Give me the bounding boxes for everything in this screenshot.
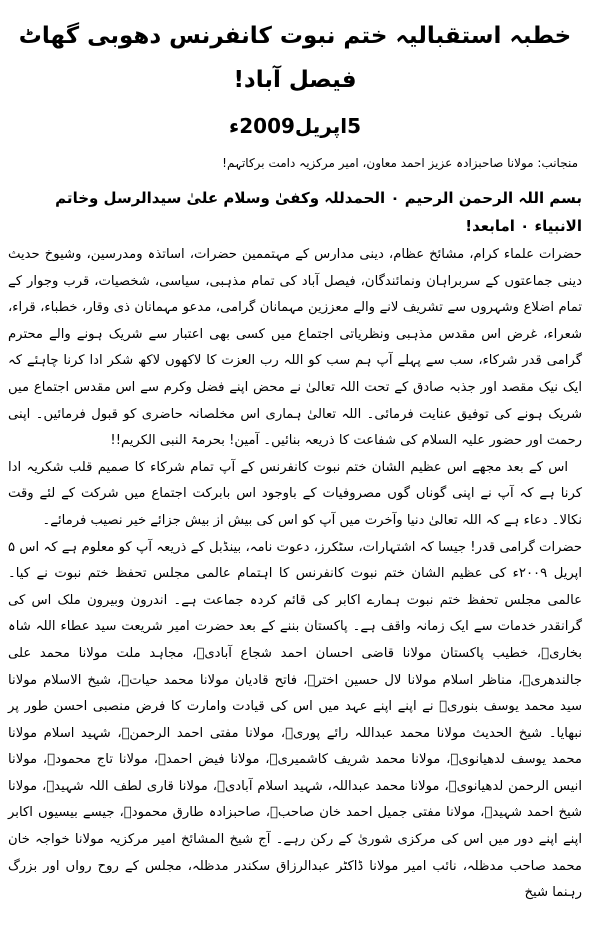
paragraph-history: حضرات گرامی قدر! جیسا کہ اشتہارات، سٹکرز، دعوت نامہ، بینڈبل کے ذریعہ آپ کو معلوم ہے کہ اس ۵ اپریل ۲۰۰۹ء کی عظیم الشان ختم نبوت کانفرنس کا اہتمام عالمی مجلس تحفظ ختم نبوت نے کیا۔ عالمی مجلس تحفظ ختم نبوت ہمارے اکابر کی قائم کردہ جماعت ہے۔ اندرون وبیرون ملک اس کی گرانقدر خدمات سے ایک زمانہ واقف ہے۔ پاکستان بننے کے بعد حضرت امیر شریعت سید عطاء اللہ شاہ بخاریؒ، خطیب پاکستان مولانا قاضی احسان احمد شجاع آبادیؒ، مجاہد ملت مولانا محمد علی جالندھریؒ، مناظر اسلام مولانا لال حسین اخترؒ، فاتح قادیان مولانا محمد حیاتؒ، شیخ الاسلام مولانا سید محمد یوسف بنوریؒ نے اپنے اپنے عہد میں اس کی قیادت وامارت کا فرض منصبی احسن طور پر نبھایا۔ شیخ الحدیث مولانا محمد عبداللہ رائے پوریؒ، مولانا مفتی احمد الرحمنؒ، شہید اسلام مولانا محمد یوسف لدھیانویؒ، مولانا محمد شریف کاشمیریؒ، مولانا فیض احمدؒ، مولانا تاج محمودؒ، مولانا انیس الرحمن لدھیانویؒ، مولانا محمد عبداللہ، شہید اسلام آبادیؒ، مولانا قاری لطف اللہ شہیدؒ، مولانا شیخ احمد شہیدؒ، مولانا مفتی جمیل احمد خان صاحبؒ، صاحبزادہ طارق محمودؒ، جیسے بیسیوں اکابر اپنے اپنے دور میں اس کی مرکزی شوریٰ کے رکن رہے۔ آج شیخ المشائخ امیر مرکزیہ مولانا خواجہ خان محمد صاحب مدظلہ، نائب امیر مولانا ڈاکٹر عبدالرزاق سکندر مدظلہ، مجلس کے روح رواں اور بزرگ رہنما شیخ: [8, 539, 582, 901]
date-line: 5اپریل2009ء: [229, 114, 361, 138]
bismillah-line: بسم اللہ الرحمن الرحیم ۰ الحمدللہ وکفیٰ وسلام علیٰ سیدالرسل وخاتم الانبیاء ۰ امابعد!: [55, 189, 582, 235]
page-title: خطبہ استقبالیہ ختم نبوت کانفرنس دھوبی گھاٹ فیصل آباد!: [18, 23, 572, 93]
paragraph-greetings: حضرات علماء کرام، مشائخ عظام، دینی مدارس کے مہتممین حضرات، اساتذہ ومدرسین، وشیوخ حدیث دینی جماعتوں کے سربراہان ونمائندگان، فیصل آباد کی تمام مذہبی، سیاسی، شخصیات، قرب وجوار کے تمام اضلاع وشہروں سے تشریف لانے والے معززین مہمانان گرامی، مدعو مہمانان ذی وقار، خطباء، قراء، شعراء، غرض اس مقدس مذہبی ونظریاتی اجتماع میں کسی بھی اعتبار سے شریک ہونے والے محترم گرامی قدر شرکاء، سب سے پہلے آپ ہم سب کو اللہ رب العزت کا لاکھوں لاکھ شکر ادا کرنا چاہئے کہ ایک نیک مقصد اور جذبہ صادق کے تحت اللہ تعالیٰ نے محض اپنے فضل وکرم سے اس مقدس اجتماع میں شریک ہونے کی توفیق عنایت فرمائی۔ اللہ تعالیٰ ہماری اس مخلصانہ حاضری کو قبول فرمائیں۔ اپنی رحمت اور حضور علیہ السلام کی شفاعت کا ذریعہ بنائیں۔ آمین! بحرمۃ النبی الکریم!!: [8, 247, 582, 449]
paragraph-thanks: اس کے بعد مجھے اس عظیم الشان ختم نبوت کانفرنس کے آپ تمام شرکاء کا صمیم قلب شکریہ ادا کرنا ہے کہ آپ نے اپنی گوناں گوں مصروفیات کے باوجود اس بابرکت اجتماع میں شرکت کے لئے وقت نکالا۔ دعاء ہے کہ اللہ تعالیٰ دنیا وآخرت میں آپ کو اس کی بیش از بیش جزائے خیر نصیب فرمائے۔: [8, 459, 582, 528]
author-byline: منجانب: مولانا صاحبزادہ عزیز احمد معاون، امیر مرکزیہ دامت برکاتہم!: [222, 156, 578, 170]
